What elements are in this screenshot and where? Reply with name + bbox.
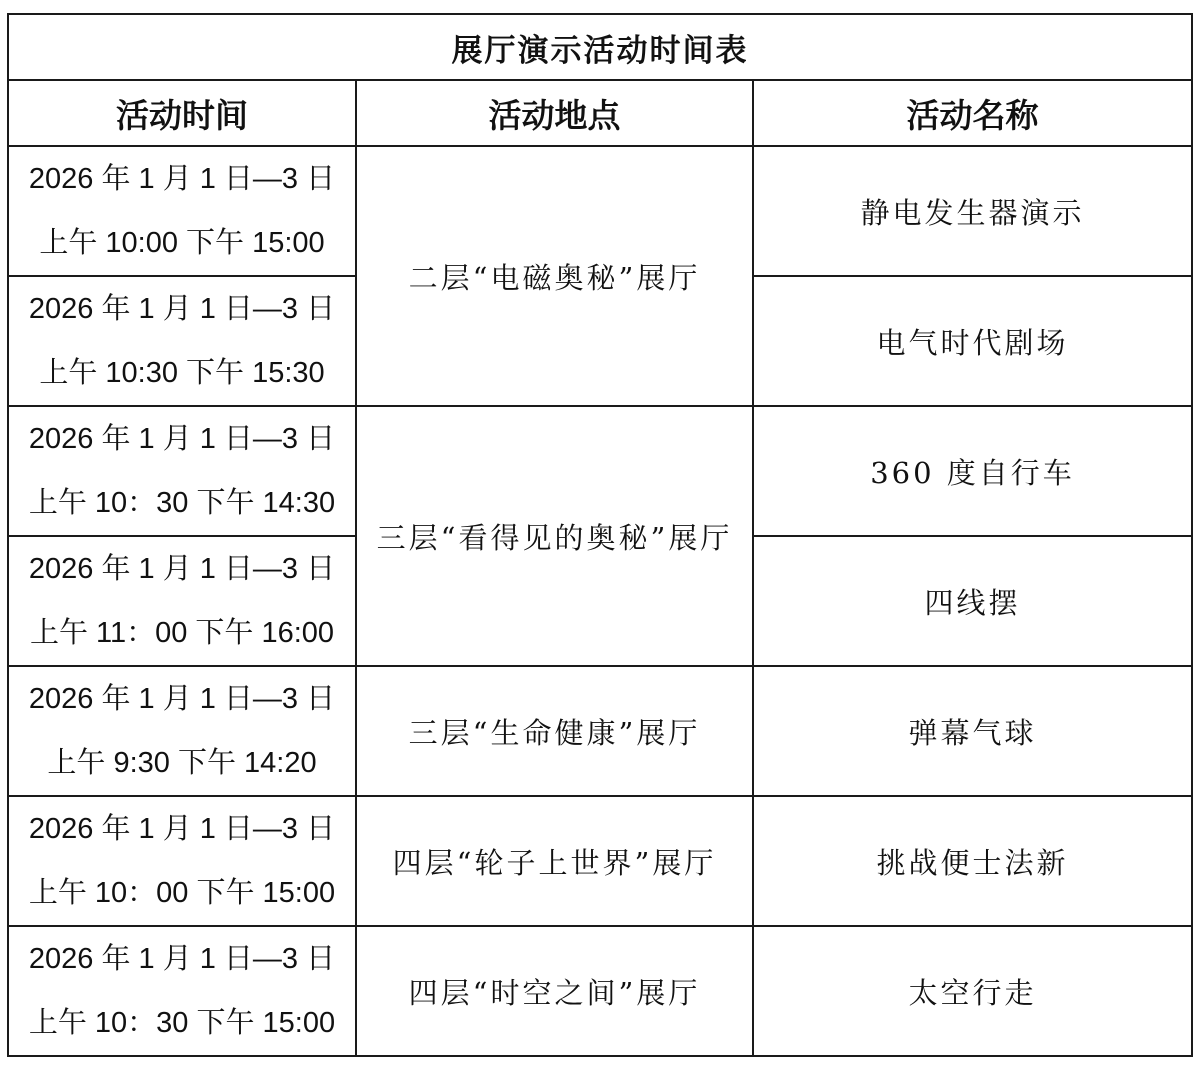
time-date: 2026 年 1 月 1 日—3 日	[28, 293, 336, 325]
header-place: 活动地点	[356, 80, 753, 146]
header-time: 活动时间	[8, 80, 356, 146]
time-cell	[8, 406, 356, 536]
activity-name-cell: 挑战便士法新	[753, 796, 1192, 926]
time-cell	[8, 666, 356, 796]
table-row	[8, 406, 1192, 536]
table-row	[8, 146, 1192, 276]
place-cell: 四层“时空之间”展厅	[356, 926, 753, 1056]
time-cell	[8, 276, 356, 406]
time-date: 2026 年 1 月 1 日—3 日	[28, 553, 336, 585]
place-cell: 二层“电磁奥秘”展厅	[356, 146, 753, 406]
time-cell	[8, 926, 356, 1056]
time-date: 2026 年 1 月 1 日—3 日	[28, 813, 336, 845]
place-cell: 三层“看得见的奥秘”展厅	[356, 406, 753, 666]
time-cell	[8, 536, 356, 666]
time-date: 2026 年 1 月 1 日—3 日	[28, 943, 336, 975]
time-hours: 上午 11：00 下午 16:00	[29, 617, 335, 649]
time-cell	[8, 796, 356, 926]
time-hours: 上午 9:30 下午 14:20	[47, 747, 317, 779]
activity-name-cell: 静电发生器演示	[753, 146, 1192, 276]
time-hours: 上午 10:00 下午 15:00	[39, 227, 325, 259]
activity-name-cell: 四线摆	[753, 536, 1192, 666]
title-row	[8, 14, 1192, 80]
time-hours: 上午 10：30 下午 15:00	[28, 1007, 336, 1039]
time-hours: 上午 10：30 下午 14:30	[28, 487, 336, 519]
schedule-table	[7, 13, 1193, 1057]
time-date: 2026 年 1 月 1 日—3 日	[28, 683, 336, 715]
header-name: 活动名称	[753, 80, 1192, 146]
table-row	[8, 926, 1192, 1056]
table-row	[8, 666, 1192, 796]
time-date: 2026 年 1 月 1 日—3 日	[28, 163, 336, 195]
activity-name-cell: 360 度自行车	[753, 406, 1192, 536]
place-cell: 三层“生命健康”展厅	[356, 666, 753, 796]
activity-name-cell: 电气时代剧场	[753, 276, 1192, 406]
table-title: 展厅演示活动时间表	[8, 14, 1192, 80]
place-cell: 四层“轮子上世界”展厅	[356, 796, 753, 926]
table-row	[8, 796, 1192, 926]
time-date: 2026 年 1 月 1 日—3 日	[28, 423, 336, 455]
activity-name-cell: 太空行走	[753, 926, 1192, 1056]
header-row	[8, 80, 1192, 146]
time-hours: 上午 10:30 下午 15:30	[39, 357, 325, 389]
time-hours: 上午 10：00 下午 15:00	[28, 877, 336, 909]
time-cell	[8, 146, 356, 276]
activity-name-cell: 弹幕气球	[753, 666, 1192, 796]
